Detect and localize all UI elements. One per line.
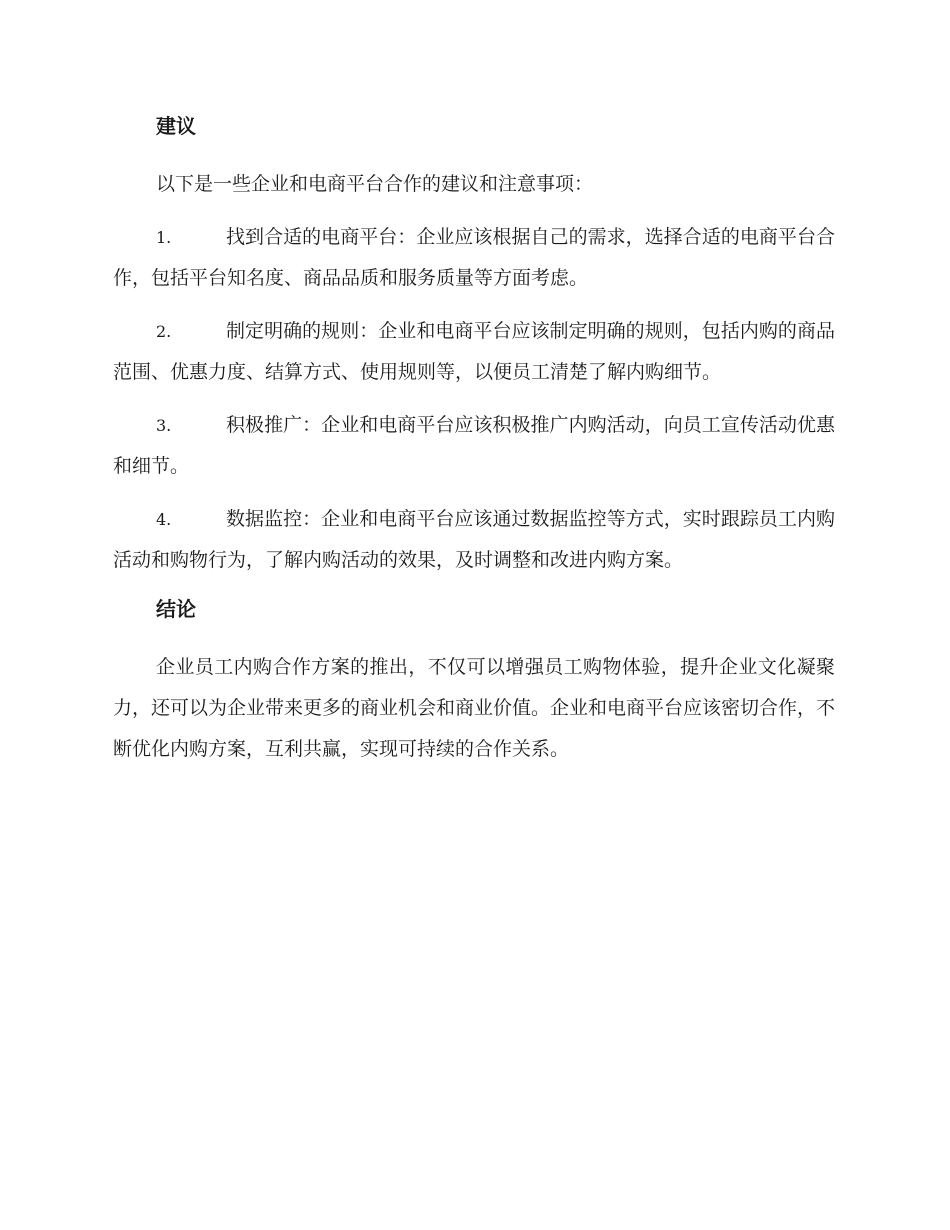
list-item-text: 积极推广：企业和电商平台应该积极推广内购活动，向员工宣传活动优惠和细节。	[113, 414, 835, 477]
conclusion-body: 企业员工内购合作方案的推出，不仅可以增强员工购物体验，提升企业文化凝聚力，还可以为企业带来更多的商业机会和商业价值。企业和电商平台应该密切合作，不断优化内购方案，互利共赢，实现可持续的合作关系。	[113, 656, 836, 760]
section-heading-suggestions: 建议	[156, 114, 196, 138]
document-content	[113, 108, 835, 782]
list-item-number: 2.	[156, 322, 172, 341]
list-item-text: 数据监控：企业和电商平台应该通过数据监控等方式，实时跟踪员工内购活动和购物行为，了解内购活动的效果，及时调整和改进内购方案。	[113, 508, 835, 571]
list-item-text: 找到合适的电商平台：企业应该根据自己的需求，选择合适的电商平台合作，包括平台知名度、商品品质和服务质量等方面考虑。	[113, 226, 835, 289]
list-item	[113, 405, 835, 487]
list-item	[113, 217, 835, 299]
list-item-number: 4.	[156, 510, 172, 529]
list-item-number: 3.	[156, 416, 172, 435]
suggestions-intro: 以下是一些企业和电商平台合作的建议和注意事项：	[156, 173, 594, 195]
list-item	[113, 499, 835, 581]
list-item-number: 1.	[156, 228, 172, 247]
list-item-text: 制定明确的规则：企业和电商平台应该制定明确的规则，包括内购的商品范围、优惠力度、结算方式、使用规则等，以便员工清楚了解内购细节。	[113, 320, 835, 383]
section-heading-conclusion: 结论	[156, 597, 196, 621]
list-item	[113, 311, 835, 393]
